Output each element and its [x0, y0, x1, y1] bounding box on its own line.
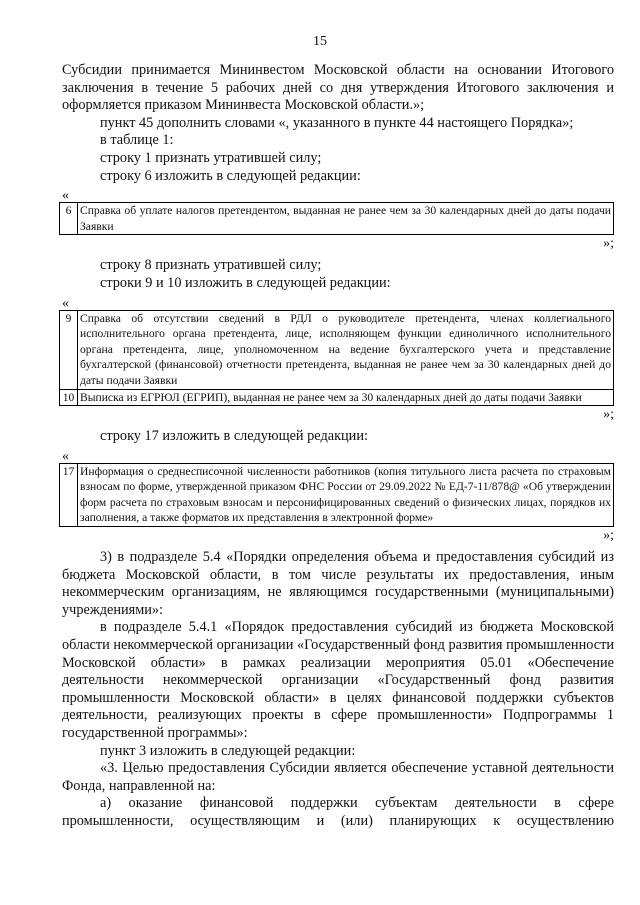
table-row6 [59, 202, 614, 235]
row-text: Выписка из ЕГРЮЛ (ЕГРИП), выданная не ранее чем за 30 календарных дней до даты подачи Заявки [78, 389, 614, 406]
paragraph-row1-void: строку 1 признать утратившей силу; [100, 149, 322, 166]
paragraph-item45: пункт 45 дополнить словами «, указанного в пункте 44 настоящего Порядка»; [100, 114, 574, 131]
document-body [62, 62, 614, 831]
table-row [60, 389, 614, 406]
row-text: Справка об уплате налогов претендентом, выданная не ранее чем за 30 календарных дней до даты подачи Заявки [78, 203, 614, 235]
close-mark: »; [603, 528, 614, 544]
open-quote: « [62, 295, 69, 311]
close-mark: »; [603, 407, 614, 423]
row-text: Справка об отсутствии сведений в РДЛ о руководителе претендента, членах коллегиального исполнительного органа претендента, лице, исполняющем функции единоличного исполнительного органа претендента, лице, уполномоченном на ведение бухгалтерского учета и представление бухгалтерской (финансовой) отчетности претендента, выданная не ранее чем за 30 календарных дней до даты подачи Заявки [78, 310, 614, 389]
paragraph-item3-goal: «3. Целью предоставления Субсидии является обеспечение уставной деятельности Фонда, направленной на: [62, 760, 614, 794]
row-number: 17 [60, 463, 78, 526]
table-rows9-10 [59, 310, 614, 407]
row-number: 9 [60, 310, 78, 389]
table-row [60, 463, 614, 526]
row-number: 6 [60, 203, 78, 235]
table-row17 [59, 463, 614, 527]
open-quote: « [62, 188, 69, 204]
paragraph-continuation: Субсидии принимается Мининвестом Московской области на основании Итогового заключения в течение 5 рабочих дней со дня утверждения Итогового заключения и оформляется приказом Мининвеста Московской области.»; [62, 62, 614, 114]
open-quote: « [62, 448, 69, 464]
paragraph-rows9-10-intro: строки 9 и 10 изложить в следующей редакции: [100, 274, 391, 291]
row-number: 10 [60, 389, 78, 406]
paragraph-item3-a: а) оказание финансовой поддержки субъектам деятельности в сфере промышленности, осуществляющим и (или) планирующих к осуществлению [62, 795, 614, 829]
paragraph-subsection-5-4-1: в подразделе 5.4.1 «Порядок предоставления субсидий из бюджета Московской области некоммерческой организации «Государственный фонд развития промышленности Московской области» в рамках реализации мероприятия 05.01 «Обеспечение деятельности некоммерческой организации «Государственный фонд развития промышленности Московской области» в целях финансовой поддержки субъектов деятельности, реализующих проекты в сфере промышленности» Подпрограммы 1 государственной программы»: [62, 619, 614, 741]
close-mark: »; [603, 236, 614, 252]
table-row [60, 203, 614, 235]
row-text: Информация о среднесписочной численности работников (копия титульного листа расчета по страховым взносам по форме, утвержденной приказом ФНС России от 29.09.2022 № ЕД-7-11/878@ «Об утверждении форм расчета по страховым взносам и персонифицированных сведений о физических лицах, порядков их заполнения, а также форматов их представления в электронной форме» [78, 463, 614, 526]
paragraph-item3-intro: пункт 3 изложить в следующей редакции: [100, 742, 356, 759]
paragraph-subsection-5-4: 3) в подразделе 5.4 «Порядки определения объема и предоставления субсидий из бюджета Московской области, в том числе результаты их предоставления, иным некоммерческим организациям, не являющимся государственными (муниципальными) учреждениями»: [62, 549, 614, 618]
paragraph-row6-intro: строку 6 изложить в следующей редакции: [100, 167, 361, 184]
paragraph-row8-void: строку 8 признать утратившей силу; [100, 257, 322, 274]
paragraph-table1: в таблице 1: [100, 132, 174, 149]
table-row [60, 310, 614, 389]
page-number: 15 [313, 34, 327, 49]
paragraph-row17-intro: строку 17 изложить в следующей редакции: [100, 428, 368, 445]
